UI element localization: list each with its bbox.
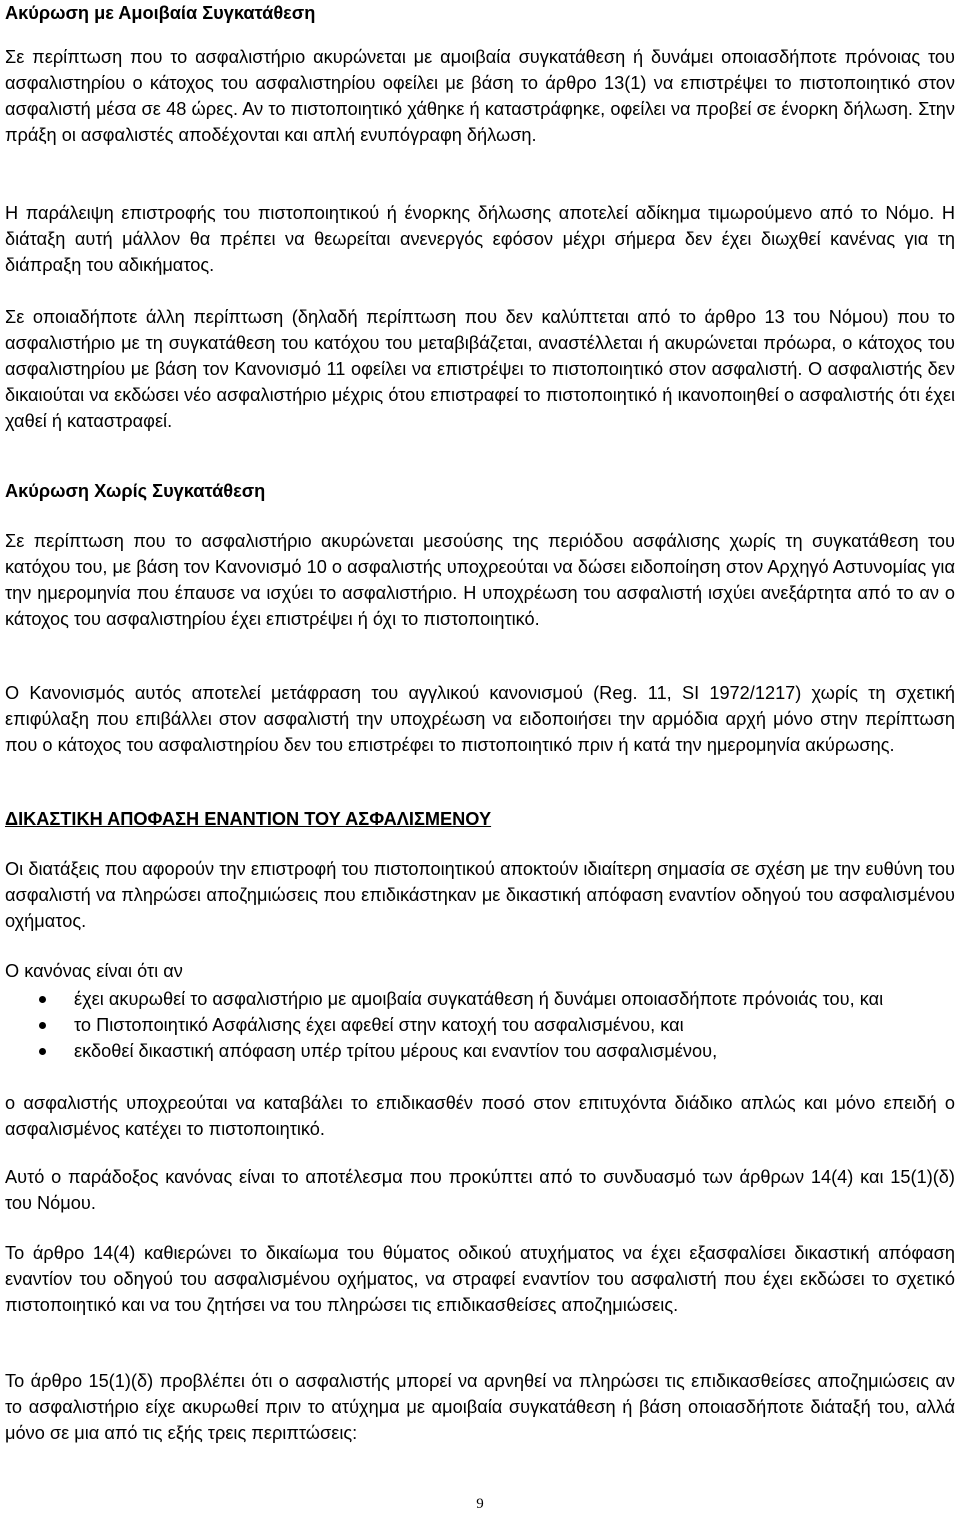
bullet-icon xyxy=(39,1048,46,1055)
paragraph-return-certificate: Σε περίπτωση που το ασφαλιστήριο ακυρώνεται με αμοιβαία συγκατάθεση ή δυνάμει οποιασδήποτε πρόνοιας του ασφαλιστηρίου ο κάτοχος του ασφαλιστηρίου οφείλει με βάση το άρθρο 13(1) να επιστρέψει το πιστοποιητικό στον ασφαλιστή μέσα σε 48 ώρες. Αν το πιστοποιητικό χάθηκε ή καταστράφηκε, οφείλει να προβεί σε ένορκη δήλωση. Στην πράξη οι ασφαλιστές αποδέχονται και απλή ενυπόγραφη δήλωση. xyxy=(5,47,955,145)
section-heading-mutual-cancellation: Ακύρωση με Αμοιβαία Συγκατάθεση xyxy=(5,3,316,23)
paragraph-regulation-translation: Ο Κανονισμός αυτός αποτελεί μετάφραση του αγγλικού κανονισμού (Reg. 11, SI 1972/1217) χωρίς τη σχετική επιφύλαξη που επιβάλλει στον ασφαλιστή την υποχρέωση να ειδοποιήσει την αρμόδια αρχή μόνο στην περίπτωση που ο κάτοχος του ασφαλιστηρίου δεν του επιστρέφει το πιστοποιητικό πριν ή κατά την ημερομηνία ακύρωσης. xyxy=(5,683,955,755)
paragraph-rule-intro: Ο κανόνας είναι ότι αν xyxy=(5,961,183,981)
list-item-text: εκδοθεί δικαστική απόφαση υπέρ τρίτου μέρους και εναντίον του ασφαλισμένου, xyxy=(74,1041,718,1061)
list-item-text: το Πιστοποιητικό Ασφάλισης έχει αφεθεί στην κατοχή του ασφαλισμένου, και xyxy=(74,1015,684,1035)
paragraph-rule-outcome: ο ασφαλιστής υποχρεούται να καταβάλει το επιδικασθέν ποσό στον επιτυχόντα διάδικο απλώς και μόνο επειδή ο ασφαλισμένος κατέχει το πιστοποιητικό. xyxy=(5,1093,955,1139)
paragraph-article-15-1-d: Το άρθρο 15(1)(δ) προβλέπει ότι ο ασφαλιστής μπορεί να αρνηθεί να πληρώσει τις επιδικασθείσες αποζημιώσεις αν το ασφαλιστήριο είχε ακυρωθεί πριν το ατύχημα με αμοιβαία συγκατάθεση ή βάση οποιασδήποτε διάταξή του, αλλά μόνο σε μια από τις εξής τρεις περιπτώσεις: xyxy=(5,1371,955,1443)
paragraph-article-14-4: Το άρθρο 14(4) καθιερώνει το δικαίωμα του θύματος οδικού ατυχήματος να έχει εξασφαλίσει δικαστική απόφαση εναντίον του οδηγού του ασφαλισμένου οχήματος, να στραφεί εναντίον του ασφαλιστή που έχει εκδώσει το σχετικό πιστοποιητικό και να του ζητήσει να του πληρώσει τις επιδικασθείσες αποζημιώσεις. xyxy=(5,1243,955,1315)
paragraph-notify-police: Σε περίπτωση που το ασφαλιστήριο ακυρώνεται μεσούσης της περιόδου ασφάλισης χωρίς τη συγκατάθεση του κατόχου του, με βάση τον Κανονισμό 10 ο ασφαλιστής υποχρεούται να δώσει ειδοποίηση στον Αρχηγό Αστυνομίας για την ημερομηνία που έπαυσε να ισχύει το ασφαλιστήριο. Η υποχρέωση του ασφαλιστή ισχύει ανεξάρτητα από το αν ο κάτοχος του ασφαλιστηρίου έχει επιστρέψει ή όχι το πιστοποιητικό. xyxy=(5,531,955,629)
list-item xyxy=(5,986,955,1012)
paragraph-other-cases: Σε οποιαδήποτε άλλη περίπτωση (δηλαδή περίπτωση που δεν καλύπτεται από το άρθρο 13 του Νόμου) που το ασφαλιστήριο με τη συγκατάθεση του κατόχου του μεταβιβάζεται, αναστέλλεται ή ακυρώνεται πρόωρα, ο κάτοχος του ασφαλιστηρίου με βάση τον Κανονισμό 11 οφείλει να επιστρέψει το πιστοποιητικό στον ασφαλιστή. Ο ασφαλιστής δεν δικαιούται να εκδώσει νέο ασφαλιστήριο μέχρις ότου επιστραφεί το πιστοποιητικό ή ικανοποιηθεί ο ασφαλιστής ότι έχει χαθεί ή καταστραφεί. xyxy=(5,307,955,431)
section-heading-court-judgment: ΔΙΚΑΣΤΙΚΗ ΑΠΟΦΑΣΗ ΕΝΑΝΤΙΟΝ ΤΟΥ ΑΣΦΑΛΙΣΜΕΝΟΥ xyxy=(5,809,492,829)
paragraph-omission-offence: Η παράλειψη επιστροφής του πιστοποιητικού ή ένορκης δήλωσης αποτελεί αδίκημα τιμωρούμενο από το Νόμο. Η διάταξη αυτή μάλλον θα πρέπει να θεωρείται ανενεργός εφόσον μέχρι σήμερα δεν έχει διωχθεί κανένας για τη διάπραξη του αδικήματος. xyxy=(5,203,955,275)
paragraph-certificate-importance: Οι διατάξεις που αφορούν την επιστροφή του πιστοποιητικού αποκτούν ιδιαίτερη σημασία σε σχέση με την ευθύνη του ασφαλιστή να πληρώσει αποζημιώσεις που επιδικάστηκαν με δικαστική απόφαση εναντίον οδηγού του ασφαλισμένου οχήματος. xyxy=(5,859,955,931)
page-number: 9 xyxy=(476,1496,484,1512)
list-item xyxy=(5,1012,955,1038)
list-item-text: έχει ακυρωθεί το ασφαλιστήριο με αμοιβαία συγκατάθεση ή δυνάμει οποιασδήποτε πρόνοιάς του, και xyxy=(74,989,884,1009)
bullet-icon xyxy=(39,996,46,1003)
section-heading-cancellation-without-consent: Ακύρωση Χωρίς Συγκατάθεση xyxy=(5,481,266,501)
list-item xyxy=(5,1038,955,1064)
paragraph-paradox-rule: Αυτό ο παράδοξος κανόνας είναι το αποτέλεσμα που προκύπτει από το συνδυασμό των άρθρων 14(4) και 15(1)(δ) του Νόμου. xyxy=(5,1167,955,1213)
bullet-icon xyxy=(39,1022,46,1029)
rule-conditions-list xyxy=(5,986,955,1064)
